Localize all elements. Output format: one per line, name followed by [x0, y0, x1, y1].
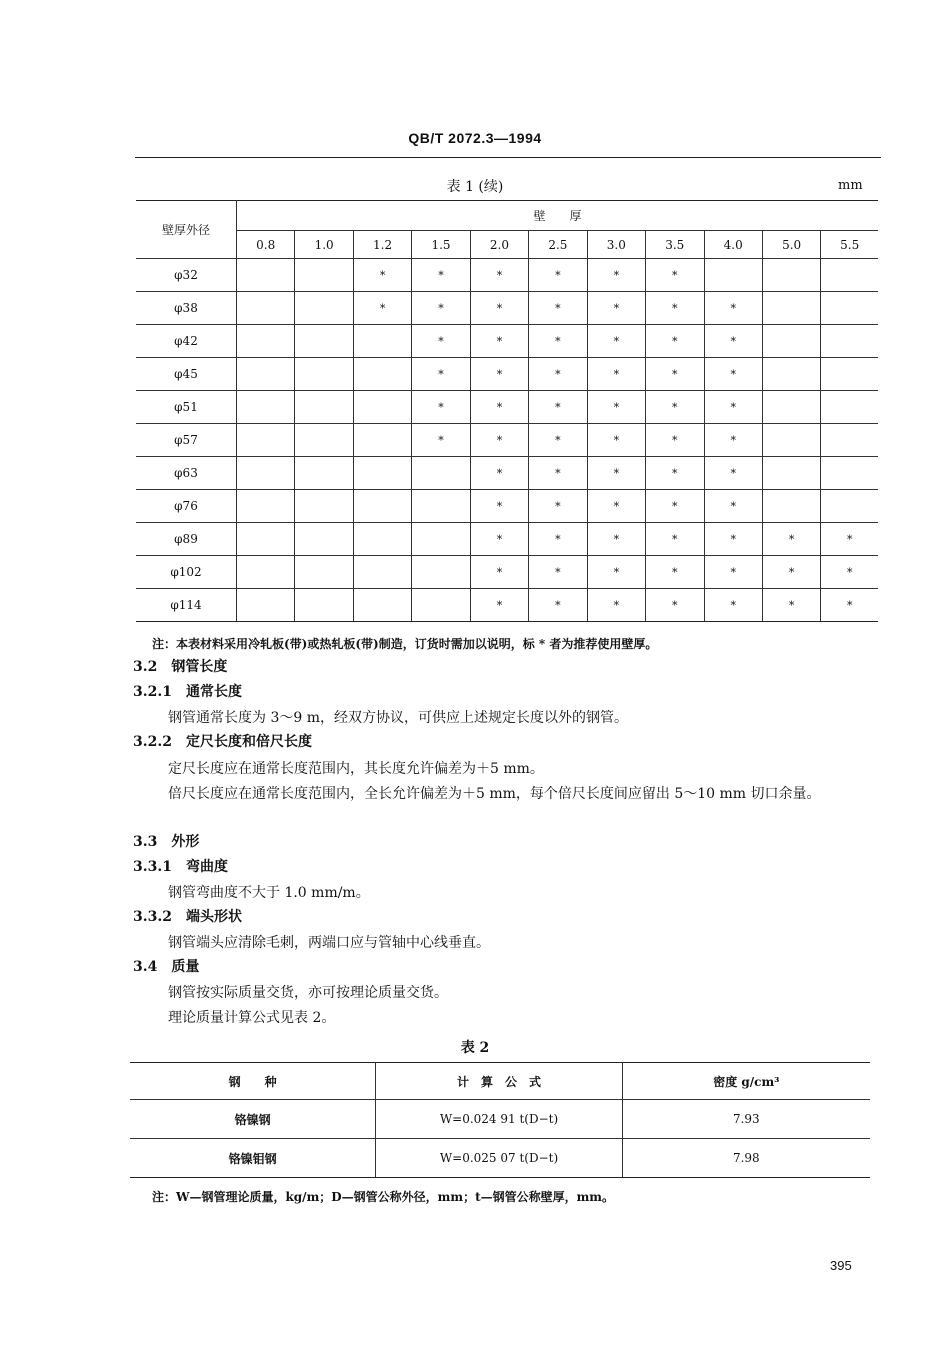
table-row [136, 523, 878, 556]
table-cell [237, 556, 295, 589]
paragraph: 钢管弯曲度不大于 1.0 mm/m。 [168, 885, 370, 901]
table-cell [237, 358, 295, 391]
table-cell [353, 523, 411, 556]
header-rule [135, 157, 881, 158]
table-cell [412, 523, 470, 556]
recommended-mark: * [587, 523, 645, 556]
recommended-mark: * [704, 556, 762, 589]
row-label: φ63 [136, 457, 237, 490]
column-header: 1.5 [412, 231, 470, 259]
table-cell [412, 556, 470, 589]
table-cell [821, 259, 878, 292]
table-cell [237, 490, 295, 523]
recommended-mark: * [353, 292, 411, 325]
table-cell [353, 589, 411, 622]
row-label: φ51 [136, 391, 237, 424]
table-cell [295, 424, 353, 457]
recommended-mark: * [587, 424, 645, 457]
recommended-mark: * [646, 292, 704, 325]
table-row [136, 589, 878, 622]
column-header: 0.8 [237, 231, 295, 259]
recommended-mark: * [470, 457, 528, 490]
section-heading: 3.2 钢管长度 [133, 659, 228, 675]
table-cell [353, 391, 411, 424]
table2-caption: 表 2 [460, 1040, 490, 1056]
table-row [136, 424, 878, 457]
recommended-mark: * [529, 457, 587, 490]
table-cell [295, 325, 353, 358]
paragraph: 钢管通常长度为 3～9 m，经双方协议，可供应上述规定长度以外的钢管。 [168, 710, 628, 726]
table-cell [821, 391, 878, 424]
table-cell [412, 490, 470, 523]
table-row [136, 358, 878, 391]
table-cell [821, 292, 878, 325]
wall-thickness-table [136, 200, 878, 622]
recommended-mark: * [529, 325, 587, 358]
recommended-mark: * [412, 424, 470, 457]
recommended-mark: * [412, 259, 470, 292]
section-heading: 3.3 外形 [133, 834, 200, 850]
row-label: φ38 [136, 292, 237, 325]
table-cell [704, 259, 762, 292]
table-row [136, 292, 878, 325]
section-heading: 3.3.1 弯曲度 [133, 859, 228, 875]
recommended-mark: * [470, 490, 528, 523]
table-cell [237, 259, 295, 292]
table-cell [295, 490, 353, 523]
recommended-mark: * [529, 424, 587, 457]
table-row [136, 556, 878, 589]
table-cell [821, 490, 878, 523]
formula: W=0.025 07 t(D−t) [376, 1139, 622, 1178]
column-header: 4.0 [704, 231, 762, 259]
table-cell [762, 325, 820, 358]
table-row [130, 1139, 870, 1178]
recommended-mark: * [587, 325, 645, 358]
table-cell [237, 391, 295, 424]
recommended-mark: * [704, 589, 762, 622]
recommended-mark: * [353, 259, 411, 292]
table-cell [353, 457, 411, 490]
table-cell [237, 589, 295, 622]
row-label: φ76 [136, 490, 237, 523]
recommended-mark: * [412, 292, 470, 325]
recommended-mark: * [704, 457, 762, 490]
steel-type: 铬镍钼钢 [130, 1139, 376, 1178]
table-row [136, 490, 878, 523]
recommended-mark: * [646, 589, 704, 622]
recommended-mark: * [470, 391, 528, 424]
table-cell [295, 589, 353, 622]
recommended-mark: * [646, 391, 704, 424]
theoretical-mass-table [130, 1062, 870, 1178]
recommended-mark: * [470, 556, 528, 589]
table-cell [237, 457, 295, 490]
recommended-mark: * [646, 457, 704, 490]
table-cell [237, 424, 295, 457]
table2-note: 注：W—钢管理论质量，kg/m；D—钢管公称外径，mm；t—钢管公称壁厚，mm。 [152, 1190, 615, 1204]
row-label: φ102 [136, 556, 237, 589]
row-label: φ32 [136, 259, 237, 292]
section-heading: 3.2.2 定尺长度和倍尺长度 [133, 734, 312, 750]
table-cell [821, 325, 878, 358]
recommended-mark: * [412, 358, 470, 391]
recommended-mark: * [587, 292, 645, 325]
column-header: 1.0 [295, 231, 353, 259]
table-row [136, 391, 878, 424]
table-cell [353, 358, 411, 391]
recommended-mark: * [646, 358, 704, 391]
column-header: 1.2 [353, 231, 411, 259]
table-cell [237, 325, 295, 358]
recommended-mark: * [529, 358, 587, 391]
table1-note: 注：本表材料采用冷轧板(带)或热轧板(带)制造，订货时需加以说明，标 * 者为推荐使用壁厚。 [152, 637, 658, 651]
table-cell [237, 292, 295, 325]
recommended-mark: * [470, 523, 528, 556]
column-header: 5.0 [762, 231, 820, 259]
table1-caption: 表 1 (续) [446, 179, 504, 195]
recommended-mark: * [704, 358, 762, 391]
density: 7.98 [622, 1139, 870, 1178]
paragraph: 理论质量计算公式见表 2。 [168, 1010, 336, 1026]
paragraph: 定尺长度应在通常长度范围内，其长度允许偏差为＋5 mm。 [168, 761, 544, 777]
table-cell [353, 424, 411, 457]
recommended-mark: * [529, 589, 587, 622]
recommended-mark: * [587, 259, 645, 292]
table-cell [762, 259, 820, 292]
table2-header: 密度 g/cm³ [622, 1063, 870, 1100]
table-cell [295, 259, 353, 292]
table-cell [295, 391, 353, 424]
recommended-mark: * [529, 391, 587, 424]
steel-type: 铬镍钢 [130, 1100, 376, 1139]
section-heading: 3.3.2 端头形状 [133, 909, 242, 925]
recommended-mark: * [412, 391, 470, 424]
table2-header: 计 算 公 式 [376, 1063, 622, 1100]
recommended-mark: * [587, 391, 645, 424]
table-cell [295, 292, 353, 325]
recommended-mark: * [529, 292, 587, 325]
row-label: φ45 [136, 358, 237, 391]
table-cell [295, 523, 353, 556]
table-cell [295, 358, 353, 391]
recommended-mark: * [529, 556, 587, 589]
table2-header: 钢 种 [130, 1063, 376, 1100]
table-row [136, 259, 878, 292]
document-header: QB/T 2072.3—1994 [408, 130, 542, 146]
recommended-mark: * [704, 325, 762, 358]
column-header: 3.0 [587, 231, 645, 259]
table-cell [821, 457, 878, 490]
recommended-mark: * [646, 556, 704, 589]
recommended-mark: * [704, 523, 762, 556]
recommended-mark: * [821, 523, 878, 556]
table-cell [762, 391, 820, 424]
recommended-mark: * [704, 391, 762, 424]
recommended-mark: * [587, 490, 645, 523]
group-label: 壁 厚 [237, 201, 879, 231]
table1-unit: mm [838, 178, 863, 193]
table-cell [412, 589, 470, 622]
table-cell [821, 358, 878, 391]
table-cell [295, 457, 353, 490]
row-label: φ57 [136, 424, 237, 457]
table-cell [762, 292, 820, 325]
recommended-mark: * [646, 490, 704, 523]
recommended-mark: * [529, 523, 587, 556]
recommended-mark: * [587, 358, 645, 391]
table-cell [762, 457, 820, 490]
row-label: φ89 [136, 523, 237, 556]
recommended-mark: * [821, 556, 878, 589]
table-cell [762, 358, 820, 391]
recommended-mark: * [704, 490, 762, 523]
recommended-mark: * [470, 325, 528, 358]
table-cell [762, 424, 820, 457]
table-row [136, 457, 878, 490]
table-row [130, 1100, 870, 1139]
recommended-mark: * [470, 292, 528, 325]
recommended-mark: * [646, 259, 704, 292]
recommended-mark: * [704, 424, 762, 457]
table-cell [353, 556, 411, 589]
paragraph: 倍尺长度应在通常长度范围内，全长允许偏差为＋5 mm，每个倍尺长度间应留出 5～10 mm 切口余量。 [168, 786, 821, 802]
table-row [136, 325, 878, 358]
recommended-mark: * [646, 325, 704, 358]
recommended-mark: * [470, 358, 528, 391]
recommended-mark: * [529, 490, 587, 523]
recommended-mark: * [587, 457, 645, 490]
table-cell [353, 490, 411, 523]
table-cell [295, 556, 353, 589]
recommended-mark: * [529, 259, 587, 292]
column-header: 5.5 [821, 231, 878, 259]
recommended-mark: * [704, 292, 762, 325]
recommended-mark: * [412, 325, 470, 358]
recommended-mark: * [762, 523, 820, 556]
recommended-mark: * [762, 589, 820, 622]
recommended-mark: * [470, 424, 528, 457]
recommended-mark: * [762, 556, 820, 589]
column-header: 2.0 [470, 231, 528, 259]
density: 7.93 [622, 1100, 870, 1139]
table-cell [237, 523, 295, 556]
column-header: 3.5 [646, 231, 704, 259]
table-cell [353, 325, 411, 358]
table-cell [762, 490, 820, 523]
recommended-mark: * [470, 589, 528, 622]
paragraph: 钢管按实际质量交货，亦可按理论质量交货。 [168, 985, 448, 1001]
section-heading: 3.2.1 通常长度 [133, 684, 242, 700]
column-header: 2.5 [529, 231, 587, 259]
corner-label: 壁厚外径 [136, 201, 237, 259]
table-cell [412, 457, 470, 490]
formula: W=0.024 91 t(D−t) [376, 1100, 622, 1139]
recommended-mark: * [821, 589, 878, 622]
recommended-mark: * [646, 523, 704, 556]
table-cell [821, 424, 878, 457]
recommended-mark: * [587, 589, 645, 622]
row-label: φ42 [136, 325, 237, 358]
row-label: φ114 [136, 589, 237, 622]
recommended-mark: * [646, 424, 704, 457]
section-heading: 3.4 质量 [133, 959, 200, 975]
recommended-mark: * [587, 556, 645, 589]
recommended-mark: * [470, 259, 528, 292]
paragraph: 钢管端头应清除毛刺，两端口应与管轴中心线垂直。 [168, 935, 490, 951]
page-number: 395 [830, 1258, 852, 1273]
